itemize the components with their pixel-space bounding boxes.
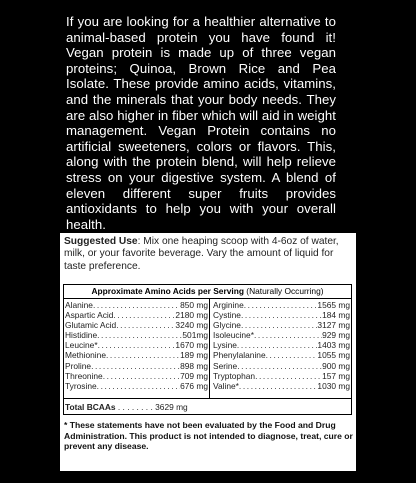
amino-row [213, 340, 350, 350]
amino-row [213, 350, 350, 360]
amino-value: 1670 mg [175, 340, 208, 351]
amino-value: 1055 mg [317, 350, 350, 361]
total-bcaas-value: 3629 mg [155, 402, 188, 412]
amino-row [65, 371, 208, 381]
amino-value: 850 mg [180, 300, 208, 310]
amino-row [65, 361, 208, 371]
total-bcaas-row [64, 398, 351, 415]
amino-name: Phenylalanine [213, 350, 266, 361]
total-bcaas-label: Total BCAAs [65, 402, 116, 412]
suggested-use [64, 236, 354, 273]
amino-value: 709 mg [180, 370, 208, 381]
amino-acids-table-header [64, 285, 351, 299]
amino-row [213, 320, 350, 330]
amino-acids-subtitle: (Naturally Occurring) [243, 286, 324, 296]
amino-value: 157 mg [322, 370, 350, 381]
amino-name: Isoleucine* [213, 330, 254, 341]
amino-value: 184 mg [322, 310, 350, 321]
amino-name: Leucine* [65, 340, 98, 351]
amino-name: Lysine [213, 340, 237, 351]
amino-acids-table [63, 284, 352, 415]
amino-row [65, 381, 208, 391]
amino-name: Methionine [65, 350, 106, 361]
column-divider [209, 299, 210, 398]
amino-column-left [65, 300, 208, 391]
supplement-info-panel [60, 233, 356, 471]
amino-value: 898 mg [180, 360, 208, 371]
amino-name: Tryptophan [213, 370, 256, 381]
amino-name: Aspartic Acid [65, 310, 114, 321]
amino-value: 900 mg [322, 360, 350, 371]
amino-name: Serine [213, 360, 238, 371]
amino-row [65, 340, 208, 350]
amino-row [213, 310, 350, 320]
amino-name: Glutamic Acid [65, 320, 117, 331]
fda-disclaimer: * These statements have not been evaluated by the Food and Drug Administration. This product is not intended to diagnose, treat, cure or prevent any disease. [64, 420, 353, 452]
amino-row [213, 381, 350, 391]
amino-value: 676 mg [180, 380, 208, 391]
amino-name: Glycine [213, 320, 241, 331]
amino-row [65, 300, 208, 310]
suggested-use-label: Suggested Use [64, 236, 138, 247]
amino-row [213, 361, 350, 371]
amino-row [65, 310, 208, 320]
amino-name: Valine* [213, 380, 239, 391]
amino-value: 2180 mg [175, 310, 208, 321]
amino-row [65, 320, 208, 330]
amino-value: 3240 mg [175, 320, 208, 331]
amino-column-right [213, 300, 350, 391]
amino-value: 1403 mg [317, 340, 350, 351]
amino-name: Tyrosine [65, 380, 97, 391]
amino-value: 1565 mg [317, 300, 350, 310]
amino-row [213, 371, 350, 381]
amino-row [213, 330, 350, 340]
total-bcaas-dots: . . . . . . . . [115, 402, 156, 412]
product-description: If you are looking for a healthier alternative to animal-based protein you have found it! Vegan protein is made up of three vegan proteins; Quinoa, Brown Rice and Pea Isolate. These provide amino acids, vitamins, and the minerals that your body needs. They are also higher in fiber which will aid in weight management. Vegan Protein contains no artificial sweeteners, colors or flavors. This, along with the protein blend, will help relieve stress on your digestive system. A blend of eleven different super fruits provides antioxidants to help you with your overall health. [66, 14, 336, 232]
amino-value: 501mg [182, 330, 208, 341]
amino-name: Alanine [65, 300, 93, 310]
amino-name: Arginine [213, 300, 244, 310]
amino-name: Proline [65, 360, 92, 371]
amino-name: Cystine [213, 310, 241, 321]
amino-name: Histidine [65, 330, 98, 341]
amino-row [65, 330, 208, 340]
amino-value: 189 mg [180, 350, 208, 361]
amino-name: Threonine [65, 370, 103, 381]
amino-value: 3127 mg [317, 320, 350, 331]
amino-row [213, 300, 350, 310]
amino-value: 929 mg [322, 330, 350, 341]
amino-row [65, 350, 208, 360]
amino-acids-title: Approximate Amino Acids per Serving [91, 286, 244, 296]
amino-value: 1030 mg [317, 380, 350, 391]
suggested-use-text: : Mix one heaping scoop with 4-6oz of water, milk, or your favorite beverage. Vary the amount of liquid for taste preference. [64, 236, 339, 272]
